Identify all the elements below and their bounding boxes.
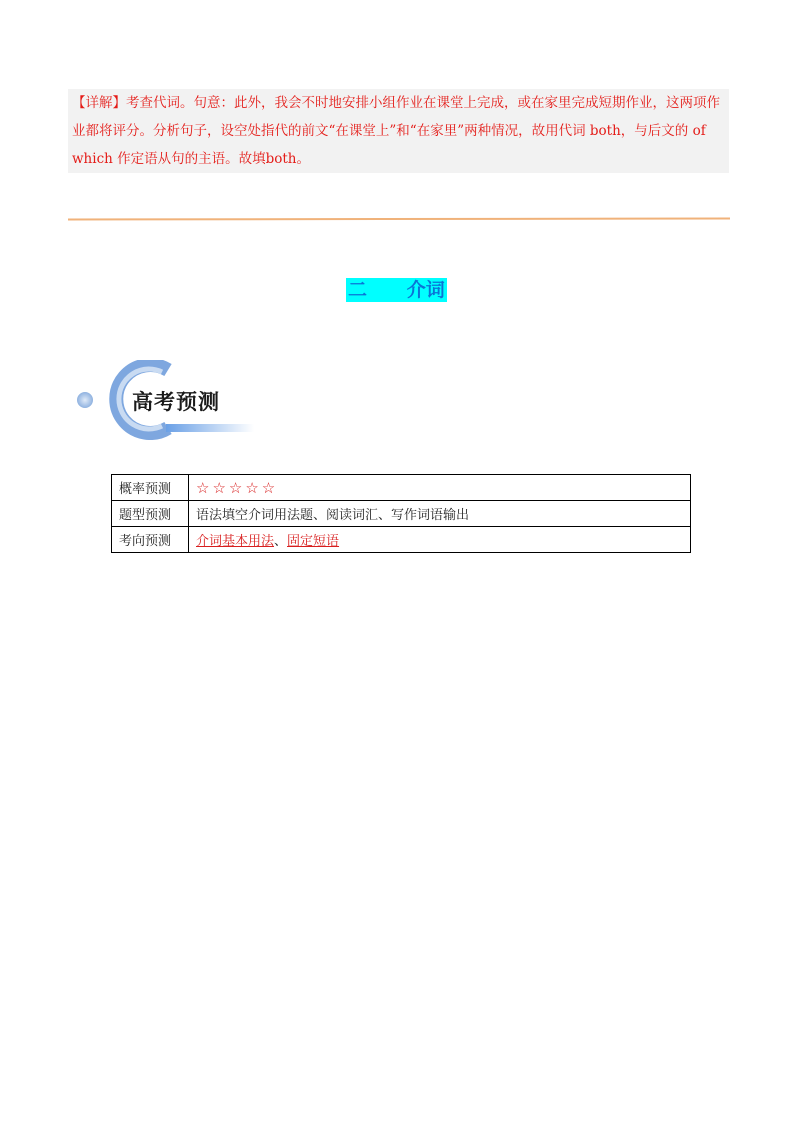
star-rating: ☆☆☆☆☆ (196, 478, 279, 497)
row-value (189, 527, 691, 553)
banner-bar (166, 424, 254, 432)
prediction-table (111, 474, 691, 553)
table-row (112, 475, 691, 501)
table-row (112, 501, 691, 527)
row-value (189, 475, 691, 501)
table-row (112, 527, 691, 553)
explanation-text: 【详解】考查代词。句意：此外，我会不时地安排小组作业在课堂上完成，或在家里完成短期作业，这两项作业都将评分。分析句子，设空处指代的前文“在课堂上”和“在家里”两种情况，故用代词 both，与后文的 of which 作定语从句的主语。故填both。 (72, 95, 720, 167)
small-dot-icon (77, 392, 93, 408)
separator: 、 (274, 534, 288, 549)
banner-label: 高考预测 (132, 390, 220, 414)
link-fixed-phrases[interactable]: 固定短语 (287, 534, 340, 549)
row-key: 题型预测 (112, 501, 189, 527)
section-divider (68, 217, 730, 220)
link-preposition-usage[interactable]: 介词基本用法 (196, 534, 275, 549)
section-title: 二 介词 (348, 279, 445, 301)
explanation-paragraph (68, 89, 729, 173)
row-value: 语法填空介词用法题、阅读词汇、写作词语输出 (189, 501, 691, 527)
row-key: 考向预测 (112, 527, 189, 553)
row-key: 概率预测 (112, 475, 189, 501)
